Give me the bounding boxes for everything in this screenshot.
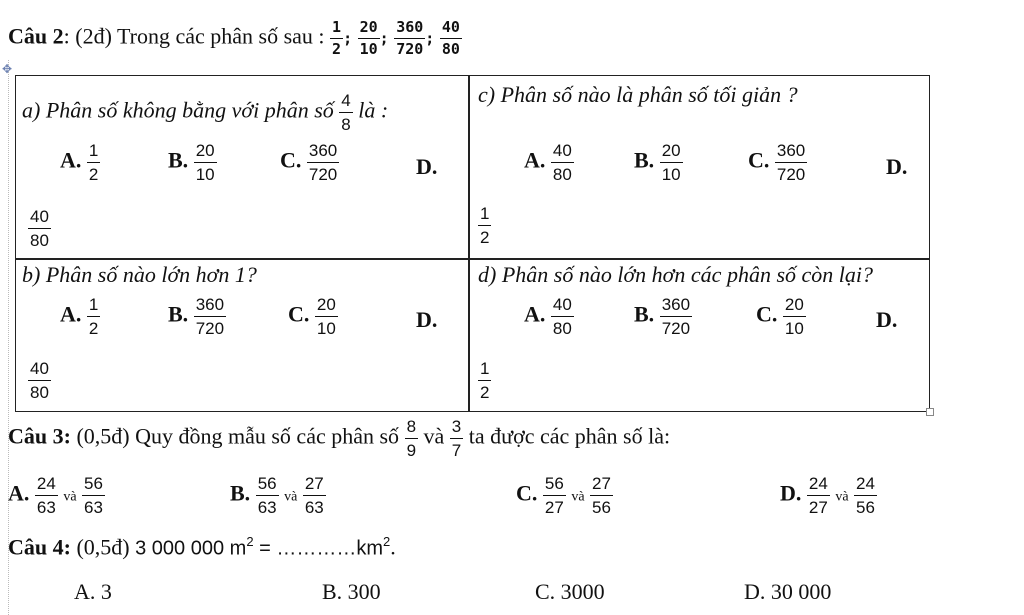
q3-fraction-2: $\frac{3}{7}$ <box>451 417 462 460</box>
q2-points: : (2đ) Trong các phân số sau : <box>63 23 325 49</box>
q2d-option-d-value[interactable]: $\frac{1}{2}$ <box>480 359 490 402</box>
q2b-option-b[interactable]: B. $\frac{360}{720}$ <box>168 295 225 338</box>
q2b-option-d-label[interactable]: D. <box>416 307 438 332</box>
q4-option-b[interactable]: B. 300 <box>322 579 381 604</box>
q2c-option-d-value[interactable]: $\frac{1}{2}$ <box>480 204 490 247</box>
q2c-option-a[interactable]: A. $\frac{40}{80}$ <box>524 141 572 184</box>
q3-option-d[interactable]: D. $\frac{24}{27}$ và $\frac{24}{56}$ <box>780 474 875 517</box>
q2d-prompt: d) Phân số nào lớn hơn các phân số còn lại? <box>478 262 874 287</box>
q2-fraction-1: $\frac{1}{2}$ <box>332 18 342 58</box>
q2c-option-c[interactable]: C. $\frac{360}{720}$ <box>748 141 806 184</box>
q4-option-d[interactable]: D. 30 000 <box>744 579 832 604</box>
q4-option-a[interactable]: A. 3 <box>74 579 112 604</box>
q3-fraction-1: $\frac{8}{9}$ <box>406 417 417 460</box>
q2-fraction-4: $\frac{40}{80}$ <box>441 18 460 58</box>
q2c-prompt: c) Phân số nào là phân số tối giản ? <box>478 82 798 107</box>
table-row-divider <box>15 258 930 260</box>
q2d-option-a[interactable]: A. $\frac{40}{80}$ <box>524 295 572 338</box>
table-move-handle-icon[interactable]: ✥ <box>2 62 13 76</box>
q2a-option-b[interactable]: B. $\frac{20}{10}$ <box>168 141 215 184</box>
q2b-prompt: b) Phân số nào lớn hơn 1? <box>22 262 257 287</box>
q2a-option-d-value[interactable]: $\frac{40}{80}$ <box>30 207 49 250</box>
margin-guide <box>8 60 9 615</box>
q3-option-b[interactable]: B. $\frac{56}{63}$ và $\frac{27}{63}$ <box>230 474 324 517</box>
q2-heading: Câu 2: (2đ) Trong các phân số sau : $\frac{1}{2}$ ; $\frac{20}{10}$ ; $\frac{360}{720}$ ; $\frac{40}{80}$ <box>8 18 460 58</box>
q4-option-c[interactable]: C. 3000 <box>535 579 605 604</box>
q2a-prompt: a) Phân số không bằng với phân số $\frac{4}{8}$ là : <box>22 91 389 134</box>
q2a-option-c[interactable]: C. $\frac{360}{720}$ <box>280 141 338 184</box>
q2a-option-a[interactable]: A. $\frac{1}{2}$ <box>60 141 99 184</box>
q2b-option-d-value[interactable]: $\frac{40}{80}$ <box>30 359 49 402</box>
q2d-option-c[interactable]: C. $\frac{20}{10}$ <box>756 295 804 338</box>
q2a-option-d-label[interactable]: D. <box>416 154 438 179</box>
q2c-option-d-label[interactable]: D. <box>886 154 908 179</box>
q3-option-c[interactable]: C. $\frac{56}{27}$ và $\frac{27}{56}$ <box>516 474 611 517</box>
q2d-option-d-label[interactable]: D. <box>876 307 898 332</box>
q2b-option-a[interactable]: A. $\frac{1}{2}$ <box>60 295 99 338</box>
q2c-option-b[interactable]: B. $\frac{20}{10}$ <box>634 141 681 184</box>
q3-heading: Câu 3: (0,5đ) Quy đồng mẫu số các phân số $\frac{8}{9}$ và $\frac{3}{7}$ ta được các phân số là: <box>8 417 671 460</box>
q2d-option-b[interactable]: B. $\frac{360}{720}$ <box>634 295 691 338</box>
table-resize-handle[interactable] <box>926 408 934 416</box>
table-column-divider <box>468 75 470 411</box>
q4-heading: Câu 4: (0,5đ) 3 000 000 $m^2$ = $\dots\dots\dots\dots km^2$. <box>8 534 396 560</box>
q2-label: Câu 2 <box>8 23 64 49</box>
q3-option-a[interactable]: A. $\frac{24}{63}$ và $\frac{56}{63}$ <box>8 474 103 517</box>
q2-fraction-3: $\frac{360}{720}$ <box>396 18 424 58</box>
q2b-option-c[interactable]: C. $\frac{20}{10}$ <box>288 295 336 338</box>
q2a-prompt-fraction: $\frac{4}{8}$ <box>341 91 351 134</box>
q2-fraction-2: $\frac{20}{10}$ <box>359 18 378 58</box>
